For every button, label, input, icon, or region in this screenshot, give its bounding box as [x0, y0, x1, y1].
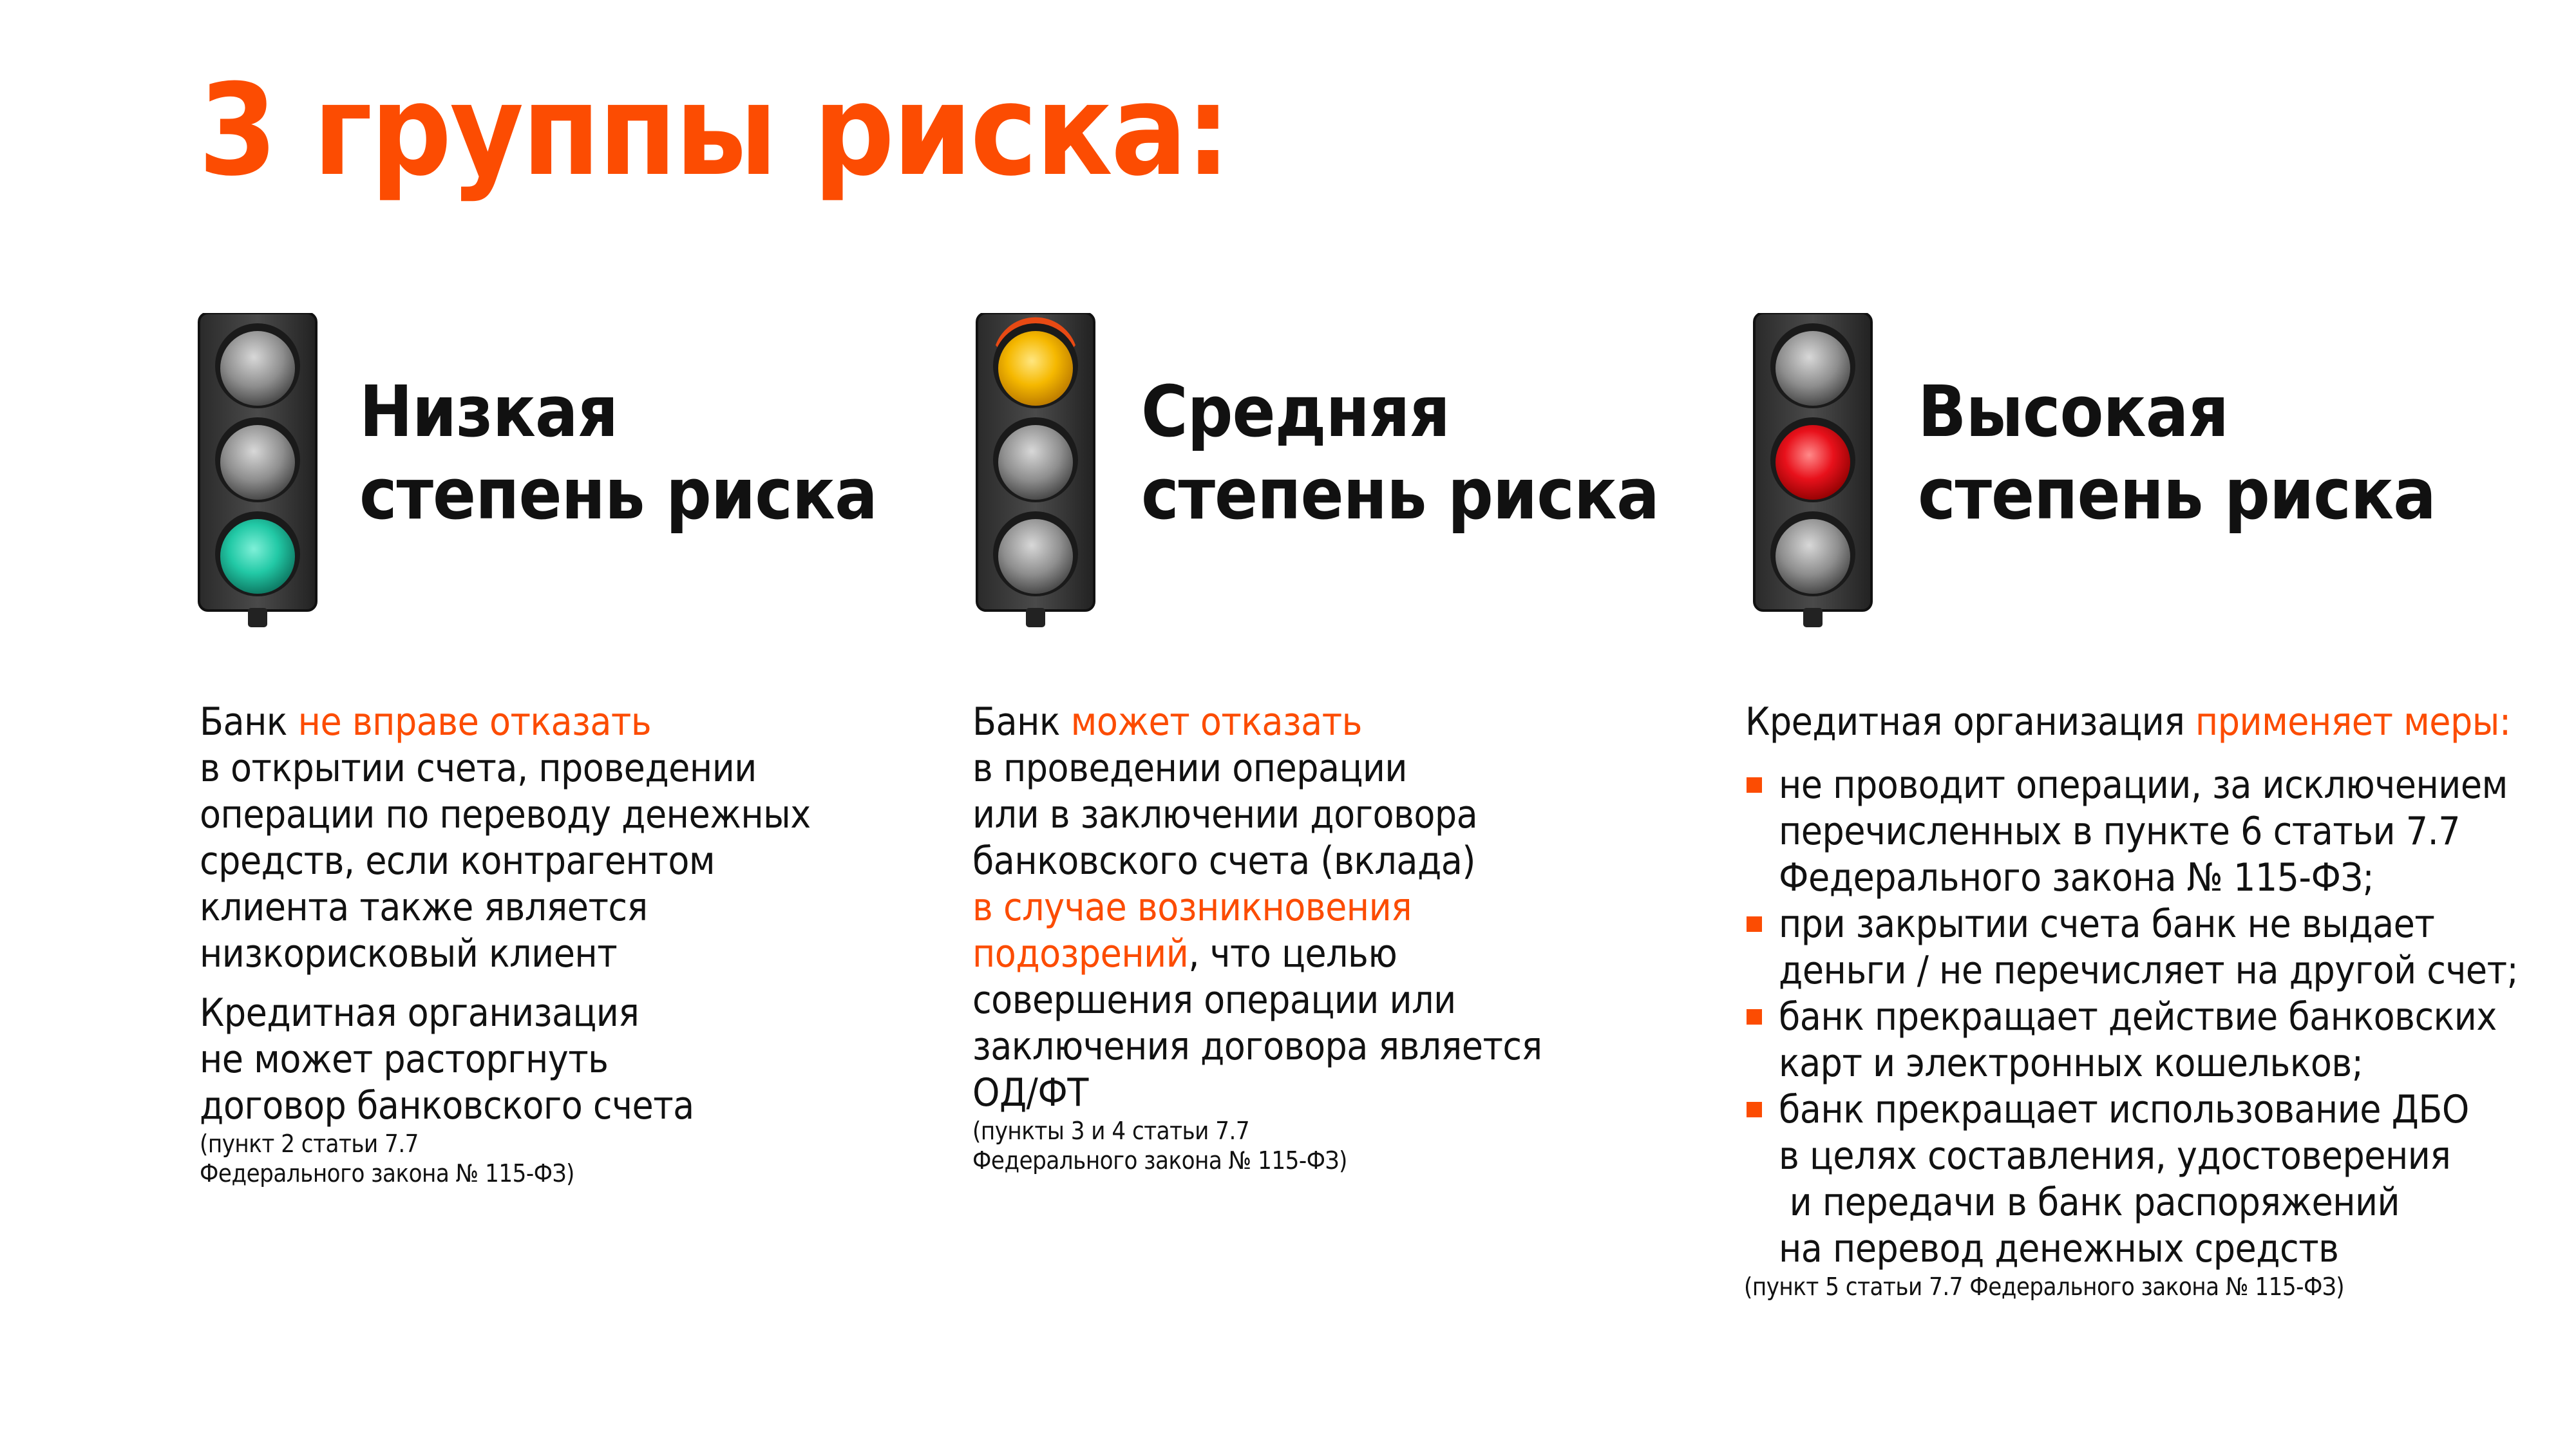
text-lead: Кредитная организация: [1745, 699, 2195, 744]
text-line: перечисленных в пункте 6 статьи 7.7: [1779, 809, 2461, 854]
text-line: договор банковского счета: [200, 1083, 694, 1128]
text-line: на перевод денежных средств: [1779, 1226, 2339, 1271]
text-line: банковского счета (вклада): [972, 838, 1475, 884]
note-line: Федерального закона № 115-ФЗ): [972, 1146, 1347, 1175]
text-line: деньги / не перечисляет на другой счет;: [1779, 948, 2519, 993]
high-risk-legal-note: [1744, 1272, 2518, 1302]
highlight-text: применяет меры:: [2195, 699, 2511, 744]
text-line: ОД/ФТ: [972, 1070, 1088, 1115]
text-line: или в заключении договора: [972, 792, 1478, 837]
low-risk-paragraph-1: [200, 699, 811, 977]
highlight-text: не вправе отказать: [298, 699, 652, 744]
square-bullet-icon: [1747, 1102, 1762, 1117]
highlight-text: подозрений: [972, 931, 1189, 976]
square-bullet-icon: [1747, 1009, 1762, 1025]
highlight-text: может отказать: [1070, 699, 1363, 744]
text-line: банк прекращает действие банковских: [1779, 994, 2497, 1039]
text-line: заключения договора является: [972, 1024, 1542, 1069]
highlight-text: в случае возникновения: [972, 885, 1412, 930]
text-line: в целях составления, удостоверения: [1779, 1133, 2451, 1179]
note-line: (пункт 2 статьи 7.7: [200, 1130, 419, 1158]
high-risk-lead: [1745, 699, 2518, 745]
list-item: [1745, 762, 2518, 901]
text-line: не может расторгнуть: [200, 1037, 609, 1082]
text-line: Кредитная организация: [200, 990, 639, 1036]
text-tail: , что целью: [1188, 931, 1397, 976]
list-item: [1745, 1086, 2518, 1272]
medium-risk-description: [972, 699, 1542, 1175]
square-bullet-icon: [1747, 916, 1762, 932]
heading-line-2: степень риска: [1141, 453, 1659, 535]
text-line: банк прекращает использование ДБО: [1779, 1087, 2469, 1132]
heading-line-1: Высокая: [1918, 370, 2229, 453]
traffic-light-yellow-icon: [974, 313, 1097, 629]
text-line: и передачи в банк распоряжений: [1779, 1180, 2400, 1225]
text-line: в открытии счета, проведении: [200, 746, 757, 791]
heading-low-risk: [359, 370, 877, 535]
note-line: Федерального закона № 115-ФЗ): [200, 1159, 574, 1188]
list-item: [1745, 994, 2518, 1086]
text-line: Федерального закона № 115-ФЗ;: [1779, 855, 2374, 900]
text-lead: Банк: [200, 699, 298, 744]
text-line: не проводит операции, за исключением: [1779, 762, 2508, 808]
text-line: при закрытии счета банк не выдает: [1779, 902, 2435, 947]
list-item: [1745, 901, 2518, 994]
text-line: низкорисковый клиент: [200, 931, 618, 976]
heading-line-1: Низкая: [359, 370, 618, 453]
traffic-light-green-icon: [196, 313, 319, 629]
heading-line-1: Средняя: [1141, 370, 1450, 453]
medium-risk-legal-note: [972, 1116, 1542, 1175]
note-line: (пункт 5 статьи 7.7 Федерального закона № 115-ФЗ): [1744, 1273, 2345, 1301]
text-line: клиента также является: [200, 885, 648, 930]
medium-risk-paragraph: [972, 699, 1542, 1116]
low-risk-legal-note: [200, 1129, 811, 1188]
high-risk-description: [1745, 699, 2518, 1302]
text-line: в проведении операции: [972, 746, 1407, 791]
low-risk-description: [200, 699, 811, 1188]
traffic-light-red-icon: [1752, 313, 1874, 629]
text-line: карт и электронных кошельков;: [1779, 1041, 2363, 1086]
slide-title: 3 группы риска:: [198, 57, 1229, 204]
low-risk-paragraph-2: [200, 990, 811, 1129]
text-line: средств, если контрагентом: [200, 838, 715, 884]
text-line: совершения операции или: [972, 978, 1456, 1023]
measures-list: [1745, 762, 2518, 1272]
note-line: (пункты 3 и 4 статьи 7.7: [972, 1117, 1250, 1145]
heading-line-2: степень риска: [359, 453, 877, 535]
text-lead: Банк: [972, 699, 1071, 744]
square-bullet-icon: [1747, 777, 1762, 793]
heading-medium-risk: [1141, 370, 1659, 535]
heading-line-2: степень риска: [1918, 453, 2436, 535]
text-line: операции по переводу денежных: [200, 792, 811, 837]
heading-high-risk: [1918, 370, 2436, 535]
